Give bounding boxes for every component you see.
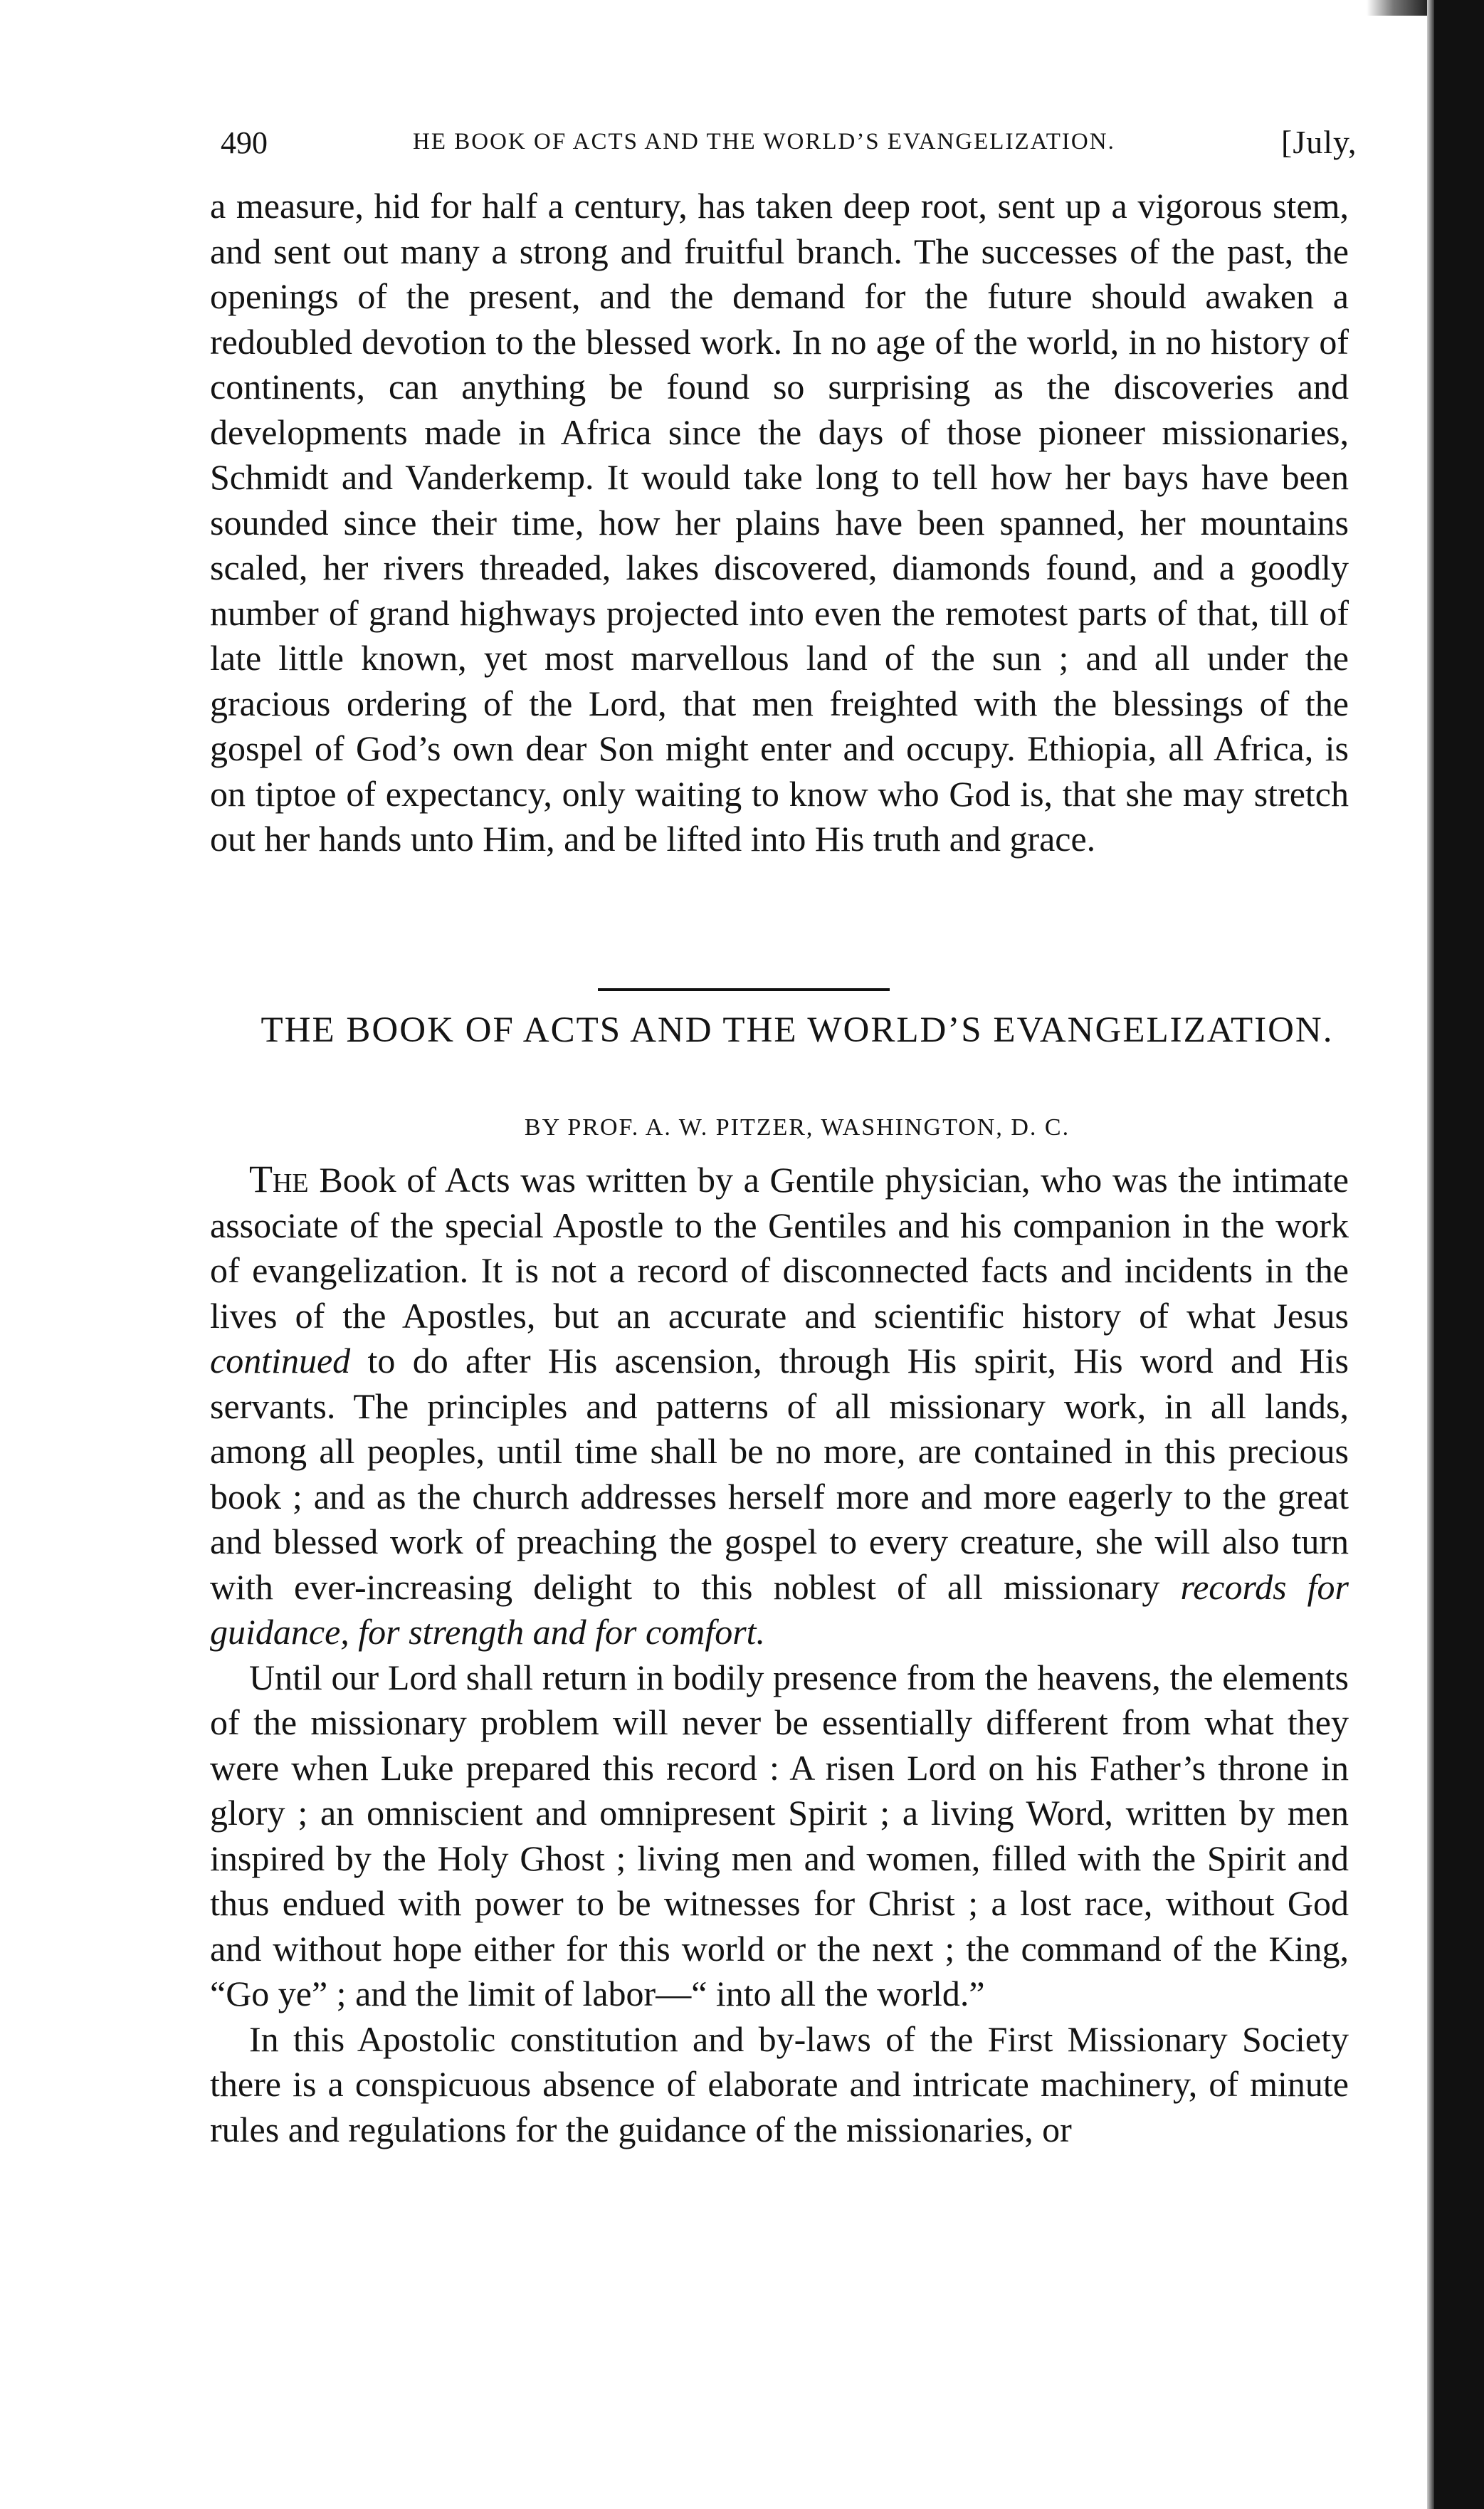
paragraph-1-text-a: Book of Acts was written by a Gentile physician, who was the intimate associate of the special Apostle to the Gentiles and his companion in the work of evangelization. It is not a record of disconnected facts and incidents in the lives of the Apostles, but an accurate and scientific history of what Jesus — [210, 1160, 1349, 1336]
binding-shadow — [1434, 0, 1484, 2509]
article-title: THE BOOK OF ACTS AND THE WORLD’S EVANGELIZATION. — [261, 1010, 1334, 1050]
running-date: [July, — [1281, 124, 1357, 160]
binding-shadow-top — [1367, 0, 1434, 16]
previous-article-paragraph: a measure, hid for half a century, has taken deep root, sent up a vigorous stem, and sent out many a strong and fruitful branch. The successes of the past, the openings of the present, and the demand for the future should awaken a redoubled devotion to the blessed work. In no age of the world, in no history of continents, can anything be found so surprising as the discoveries and developments made in Africa since the days of those pioneer missionaries, Schmidt and Vanderkemp. It would take long to tell how her bays have been sounded since their time, how her plains have been spanned, her mountains scaled, her rivers threaded, lakes discovered, diamonds found, and a goodly number of grand highways projected into even the remotest parts of that, till of late little known, yet most marvellous land of the sun ; and all under the gracious ordering of the Lord, that men freighted with the blessings of the gospel of God’s own dear Son might enter and occupy. Ethiopia, all Africa, is on tiptoe of expectancy, only waiting to know who God is, that she may stretch out her hands unto Him, and be lifted into His truth and grace. — [210, 186, 1349, 859]
article-paragraph-2: Until our Lord shall return in bodily presence from the heavens, the elements of the missionary problem will never be essentially different from what they were when Luke prepared this record : A risen Lord on his Father’s throne in glory ; an omniscient and omnipresent Spirit ; a living Word, written by men inspired by the Holy Ghost ; living men and women, filled with the Spirit and thus endued with power to be witnesses for Christ ; a lost race, without God and without hope either for this world or the next ; the command of the King, “Go ye” ; and the limit of labor—“ into all the world.” — [210, 1657, 1349, 2013]
previous-article-continuation — [210, 184, 1349, 862]
article-byline: BY PROF. A. W. PITZER, WASHINGTON, D. C. — [524, 1114, 1070, 1141]
lead-word: The — [249, 1158, 309, 1200]
section-divider — [598, 988, 890, 991]
emphasis-records: records for guidance, for strength and for comfort. — [210, 1566, 1349, 1652]
binding-edge — [1427, 0, 1434, 2509]
article-body — [210, 1157, 1349, 2152]
article-paragraph-1 — [210, 1157, 1349, 1655]
running-header — [221, 110, 1359, 174]
running-title: HE BOOK OF ACTS AND THE WORLD’S EVANGELIZATION. — [413, 129, 1115, 154]
paragraph-1-text-b: to do after His ascension, through His spirit, His word and His servants. The principles and patterns of all missionary work, in all lands, among all peoples, until time shall be no more, are contained in this precious book ; and as the church addresses herself more and more eagerly to the great and blessed work of preaching the gospel to every creature, she will also turn with ever-increasing delight to this noblest of all missionary — [210, 1341, 1349, 1607]
emphasis-continued: continued — [210, 1341, 351, 1381]
article-paragraph-3: In this Apostolic constitution and by-laws of the First Missionary Society there is a conspicuous absence of elaborate and intricate machinery, of minute rules and regulations for the guidance of the missionaries, or — [210, 2018, 1349, 2149]
page-number: 490 — [221, 125, 268, 160]
